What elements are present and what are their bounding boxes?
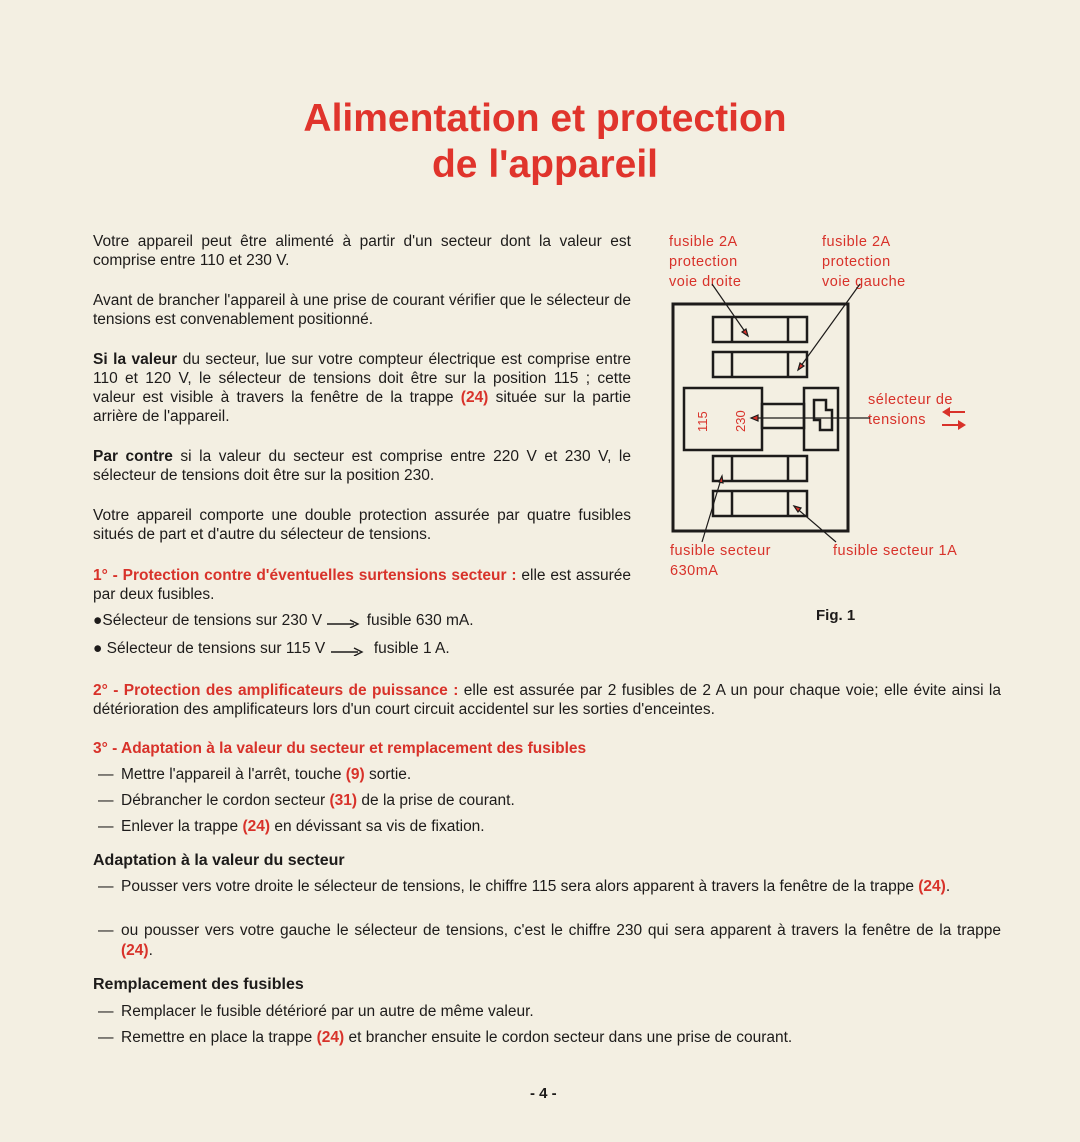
replacement-item: — Remplacer le fusible détérioré par un autre de même valeur. — [98, 1003, 534, 1020]
section3-heading: 3° - Adaptation à la valeur du secteur et remplacement des fusibles — [93, 740, 587, 757]
intro-paragraph-4 — [93, 447, 631, 485]
page-title-line1: Alimentation et protection — [303, 97, 787, 140]
section3-item: — Mettre l'appareil à l'arrêt, touche (9) sortie. — [98, 766, 412, 783]
page-title-line2: de l'appareil — [431, 143, 659, 186]
fuse-2a-left — [713, 352, 807, 377]
intro-paragraph-3 — [93, 350, 631, 426]
label-fuse-2a-right-channel: fusible 2A protection voie droite — [669, 234, 742, 290]
label-mains-fuse-1a: fusible secteur 1A — [833, 543, 958, 559]
adaptation-heading: Adaptation à la valeur du secteur — [93, 852, 345, 869]
selector-115-label: 115 — [695, 411, 710, 432]
section1-text: elle est assurée par deux fusibles. — [93, 567, 631, 603]
section2-heading: 2° - Protection des amplificateurs de puissance : — [93, 682, 459, 699]
fuse-2a-right — [713, 317, 807, 342]
selector-230-label: 230 — [733, 410, 748, 432]
arrow-right-icon — [330, 639, 370, 658]
adaptation-item: — Pousser vers votre droite le sélecteur de tensions, le chiffre 115 sera alors apparent à travers la fenêtre de la trappe (24). — [98, 878, 951, 895]
section1-bullet-230: ●Sélecteur de tensions sur 230 V fusible 630 mA. — [93, 612, 474, 629]
double-arrow-icon — [942, 407, 966, 430]
intro-paragraph-5: Votre appareil comporte une double protection assurée par quatre fusibles situés de part et d'autre du sélecteur de tensions. — [93, 507, 631, 543]
section3-item: — Débrancher le cordon secteur (31) de la prise de courant. — [98, 792, 515, 809]
intro-p3-text-b: située sur la partie arrière de l'appareil. — [93, 389, 631, 425]
section1-heading: 1° - Protection contre d'éventuelles surtensions secteur : — [93, 567, 517, 584]
intro-p3-lead: Si la valeur — [93, 351, 178, 368]
fuse-diagram — [660, 280, 1000, 550]
leader-bottom-right — [794, 506, 836, 542]
label-fuse-2a-left-channel: fusible 2A protection voie gauche — [822, 234, 906, 290]
fuse-mains-630ma — [713, 456, 807, 481]
leader-top-left — [712, 284, 748, 336]
intro-p4-text: si la valeur du secteur est comprise entre 220 V et 230 V, le sélecteur de tensions doit être sur la position 230. — [93, 448, 631, 484]
intro-paragraph-2: Avant de brancher l'appareil à une prise de courant vérifier que le sélecteur de tensions est convenablement positionné. — [93, 292, 631, 328]
arrow-right-icon — [326, 611, 362, 630]
fuse-mains-1a — [713, 491, 807, 516]
intro-p3-text-a: du secteur, lue sur votre compteur électrique est comprise entre 110 et 120 V, le sélecteur de tensions doit être sur la position 115 ; cette valeur est visible à travers la fenêtre de la trappe — [93, 351, 631, 406]
section1-paragraph — [93, 566, 631, 604]
page-number: - 4 - — [530, 1085, 557, 1102]
ref-24: (24) — [460, 389, 489, 406]
intro-paragraph-1: Votre appareil peut être alimenté à partir d'un secteur dont la valeur est comprise entre 110 et 230 V. — [93, 233, 631, 269]
label-mains-fuse-630ma: fusible secteur 630mA — [670, 543, 771, 579]
section2-paragraph — [93, 681, 1001, 719]
adaptation-item: — ou pousser vers votre gauche le sélecteur de tensions, c'est le chiffre 230 qui sera apparent à travers la fenêtre de la trappe (24). — [98, 922, 1001, 959]
replacement-item: — Remettre en place la trappe (24) et brancher ensuite le cordon secteur dans une prise de courant. — [98, 1029, 793, 1046]
section1-bullet-115: ● Sélecteur de tensions sur 115 V fusible 1 A. — [93, 640, 450, 657]
section2-text: elle est assurée par 2 fusibles de 2 A un pour chaque voie; elle évite ainsi la détérioration des amplificateurs lors d'un court circuit accidentel sur les sorties d'enceintes. — [93, 682, 1001, 718]
replacement-heading: Remplacement des fusibles — [93, 976, 304, 993]
intro-p4-lead: Par contre — [93, 448, 173, 465]
figure-caption: Fig. 1 — [816, 607, 856, 624]
label-voltage-selector: sélecteur de tensions — [868, 392, 953, 428]
section3-item: — Enlever la trappe (24) en dévissant sa vis de fixation. — [98, 818, 485, 835]
